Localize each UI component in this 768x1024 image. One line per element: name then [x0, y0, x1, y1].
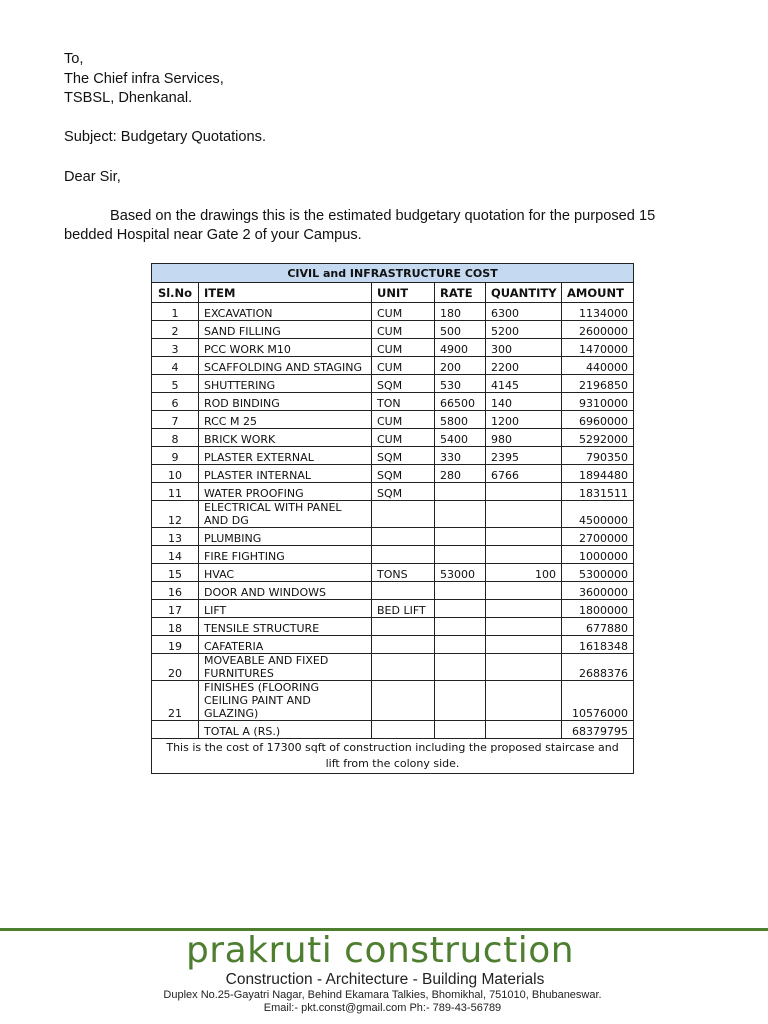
cell-rate: 180 — [435, 303, 486, 321]
cell-item: RCC M 25 — [199, 411, 372, 429]
table-header-row — [152, 283, 634, 303]
letter-subject: Subject: Budgetary Quotations. — [64, 129, 267, 146]
cell-quantity: 2395 — [486, 447, 562, 465]
table-note-row — [152, 739, 634, 774]
cell-sl-no: 5 — [152, 375, 199, 393]
cell-quantity — [486, 483, 562, 501]
header-amount: AMOUNT — [562, 283, 634, 303]
cell-rate: 5400 — [435, 429, 486, 447]
cell-amount: 1618348 — [562, 636, 634, 654]
table-row — [152, 600, 634, 618]
cell-quantity — [486, 618, 562, 636]
header-sl-no: Sl.No — [152, 283, 199, 303]
table-row — [152, 483, 634, 501]
cell-sl-no: 4 — [152, 357, 199, 375]
cell-rate: 530 — [435, 375, 486, 393]
cell-unit: SQM — [372, 447, 435, 465]
cell-sl-no: 1 — [152, 303, 199, 321]
cell-quantity — [486, 636, 562, 654]
cell-unit: CUM — [372, 321, 435, 339]
cell-rate: 66500 — [435, 393, 486, 411]
table-row — [152, 303, 634, 321]
cell-quantity — [486, 528, 562, 546]
cell-sl-no: 6 — [152, 393, 199, 411]
cell-item: SCAFFOLDING AND STAGING — [199, 357, 372, 375]
total-amount: 68379795 — [562, 721, 634, 739]
cell-item: ELECTRICAL WITH PANEL AND DG — [199, 501, 372, 528]
table-row — [152, 357, 634, 375]
cell-sl-no: 20 — [152, 654, 199, 681]
cell-sl-no: 3 — [152, 339, 199, 357]
cell-amount: 440000 — [562, 357, 634, 375]
cell-unit: SQM — [372, 465, 435, 483]
empty-cell — [486, 721, 562, 739]
cell-unit — [372, 501, 435, 528]
header-rate: RATE — [435, 283, 486, 303]
cell-amount: 2196850 — [562, 375, 634, 393]
header-item: ITEM — [199, 283, 372, 303]
cell-item: CAFATERIA — [199, 636, 372, 654]
cell-unit — [372, 546, 435, 564]
cell-rate — [435, 582, 486, 600]
table-row — [152, 429, 634, 447]
cell-unit: TON — [372, 393, 435, 411]
cell-unit: CUM — [372, 411, 435, 429]
cell-unit — [372, 636, 435, 654]
cell-rate — [435, 681, 486, 721]
cell-rate — [435, 636, 486, 654]
cell-amount: 790350 — [562, 447, 634, 465]
cell-sl-no: 11 — [152, 483, 199, 501]
cell-amount: 1831511 — [562, 483, 634, 501]
cell-rate — [435, 654, 486, 681]
cell-sl-no: 14 — [152, 546, 199, 564]
cell-unit: SQM — [372, 375, 435, 393]
cell-amount: 10576000 — [562, 681, 634, 721]
letter-paragraph: Based on the drawings this is the estimated budgetary quotation for the purposed 15 bedded Hospital near Gate 2 of your Campus. — [64, 207, 656, 244]
cell-item: MOVEABLE AND FIXED FURNITURES — [199, 654, 372, 681]
company-logo: prakruti construction — [185, 930, 575, 971]
cell-amount: 677880 — [562, 618, 634, 636]
cell-quantity: 4145 — [486, 375, 562, 393]
cell-unit: SQM — [372, 483, 435, 501]
cell-item: SHUTTERING — [199, 375, 372, 393]
cell-unit — [372, 528, 435, 546]
cell-quantity — [486, 654, 562, 681]
table-row — [152, 411, 634, 429]
cell-item: PLUMBING — [199, 528, 372, 546]
cell-item: WATER PROOFING — [199, 483, 372, 501]
letter-body — [64, 50, 684, 246]
cell-amount: 1000000 — [562, 546, 634, 564]
table-title: CIVIL and INFRASTRUCTURE COST — [152, 264, 634, 283]
cell-amount: 2600000 — [562, 321, 634, 339]
cell-unit — [372, 618, 435, 636]
cell-amount: 5292000 — [562, 429, 634, 447]
cell-amount: 1134000 — [562, 303, 634, 321]
cell-amount: 6960000 — [562, 411, 634, 429]
cell-rate: 4900 — [435, 339, 486, 357]
company-address: Duplex No.25-Gayatri Nagar, Behind Ekamara Talkies, Bhomikhal, 751010, Bhubaneswar. — [163, 989, 602, 1001]
cell-rate — [435, 600, 486, 618]
empty-cell — [435, 721, 486, 739]
cell-amount: 4500000 — [562, 501, 634, 528]
cell-quantity: 6300 — [486, 303, 562, 321]
cell-rate: 500 — [435, 321, 486, 339]
cell-amount: 9310000 — [562, 393, 634, 411]
company-contact: Email:- pkt.const@gmail.com Ph:- 789-43-56789 — [263, 1002, 502, 1014]
cell-item: LIFT — [199, 600, 372, 618]
table-row — [152, 375, 634, 393]
company-tagline: Construction - Architecture - Building Materials — [225, 971, 545, 988]
cell-sl-no: 19 — [152, 636, 199, 654]
cell-amount: 2700000 — [562, 528, 634, 546]
cell-sl-no: 18 — [152, 618, 199, 636]
table-row — [152, 339, 634, 357]
cell-sl-no: 8 — [152, 429, 199, 447]
cell-rate — [435, 528, 486, 546]
cell-quantity — [486, 546, 562, 564]
cell-item: PLASTER INTERNAL — [199, 465, 372, 483]
cost-table — [151, 263, 634, 774]
cell-rate: 280 — [435, 465, 486, 483]
cell-quantity: 980 — [486, 429, 562, 447]
cell-amount: 3600000 — [562, 582, 634, 600]
cell-amount: 5300000 — [562, 564, 634, 582]
cell-quantity — [486, 582, 562, 600]
table-row — [152, 636, 634, 654]
table-row — [152, 654, 634, 681]
cell-quantity: 6766 — [486, 465, 562, 483]
cell-quantity — [486, 681, 562, 721]
table-note: This is the cost of 17300 sqft of construction including the proposed staircase and lift from the colony side. — [152, 739, 634, 774]
cell-unit: CUM — [372, 303, 435, 321]
empty-cell — [372, 721, 435, 739]
cell-rate: 200 — [435, 357, 486, 375]
cell-sl-no: 12 — [152, 501, 199, 528]
table-row — [152, 564, 634, 582]
table-row — [152, 546, 634, 564]
cell-sl-no: 16 — [152, 582, 199, 600]
cell-sl-no: 17 — [152, 600, 199, 618]
cell-unit: CUM — [372, 339, 435, 357]
total-label: TOTAL A (RS.) — [199, 721, 372, 739]
cell-sl-no: 13 — [152, 528, 199, 546]
table-row — [152, 681, 634, 721]
cell-item: FIRE FIGHTING — [199, 546, 372, 564]
table-row — [152, 501, 634, 528]
table-body — [152, 303, 634, 739]
cell-rate — [435, 618, 486, 636]
cell-item: SAND FILLING — [199, 321, 372, 339]
cell-amount: 1800000 — [562, 600, 634, 618]
cell-quantity — [486, 501, 562, 528]
table-row — [152, 528, 634, 546]
table-total-row — [152, 721, 634, 739]
cell-quantity: 2200 — [486, 357, 562, 375]
cell-item: FINISHES (FLOORING CEILING PAINT AND GLAZING) — [199, 681, 372, 721]
cell-sl-no: 15 — [152, 564, 199, 582]
table-row — [152, 447, 634, 465]
table-row — [152, 321, 634, 339]
cell-unit — [372, 582, 435, 600]
cell-sl-no: 10 — [152, 465, 199, 483]
cell-unit — [372, 681, 435, 721]
cell-rate — [435, 501, 486, 528]
cell-item: TENSILE STRUCTURE — [199, 618, 372, 636]
cell-item: EXCAVATION — [199, 303, 372, 321]
cell-quantity: 5200 — [486, 321, 562, 339]
cell-quantity: 100 — [486, 564, 562, 582]
cell-quantity: 300 — [486, 339, 562, 357]
letter-to: To, — [64, 51, 84, 67]
table-row — [152, 393, 634, 411]
table-row — [152, 618, 634, 636]
cell-rate: 330 — [435, 447, 486, 465]
cell-unit: CUM — [372, 357, 435, 375]
letter-salutation: Dear Sir, — [64, 168, 121, 185]
cell-rate: 5800 — [435, 411, 486, 429]
cell-unit: CUM — [372, 429, 435, 447]
cell-rate — [435, 546, 486, 564]
cell-item: PCC WORK M10 — [199, 339, 372, 357]
cell-sl-no: 21 — [152, 681, 199, 721]
cell-unit: BED LIFT — [372, 600, 435, 618]
cell-quantity: 140 — [486, 393, 562, 411]
cell-quantity — [486, 600, 562, 618]
cell-unit — [372, 654, 435, 681]
table-row — [152, 465, 634, 483]
empty-cell — [152, 721, 199, 739]
letter-organization: TSBSL, Dhenkanal. — [64, 90, 193, 107]
cell-sl-no: 9 — [152, 447, 199, 465]
cell-amount: 2688376 — [562, 654, 634, 681]
cell-item: HVAC — [199, 564, 372, 582]
cell-quantity: 1200 — [486, 411, 562, 429]
header-unit: UNIT — [372, 283, 435, 303]
cell-item: DOOR AND WINDOWS — [199, 582, 372, 600]
cell-rate — [435, 483, 486, 501]
cell-amount: 1894480 — [562, 465, 634, 483]
cell-rate: 53000 — [435, 564, 486, 582]
cell-item: BRICK WORK — [199, 429, 372, 447]
cell-unit: TONS — [372, 564, 435, 582]
cell-amount: 1470000 — [562, 339, 634, 357]
table-row — [152, 582, 634, 600]
cell-item: PLASTER EXTERNAL — [199, 447, 372, 465]
cell-sl-no: 2 — [152, 321, 199, 339]
letter-recipient: The Chief infra Services, — [64, 70, 224, 87]
cell-sl-no: 7 — [152, 411, 199, 429]
header-quantity: QUANTITY — [486, 283, 562, 303]
cell-item: ROD BINDING — [199, 393, 372, 411]
